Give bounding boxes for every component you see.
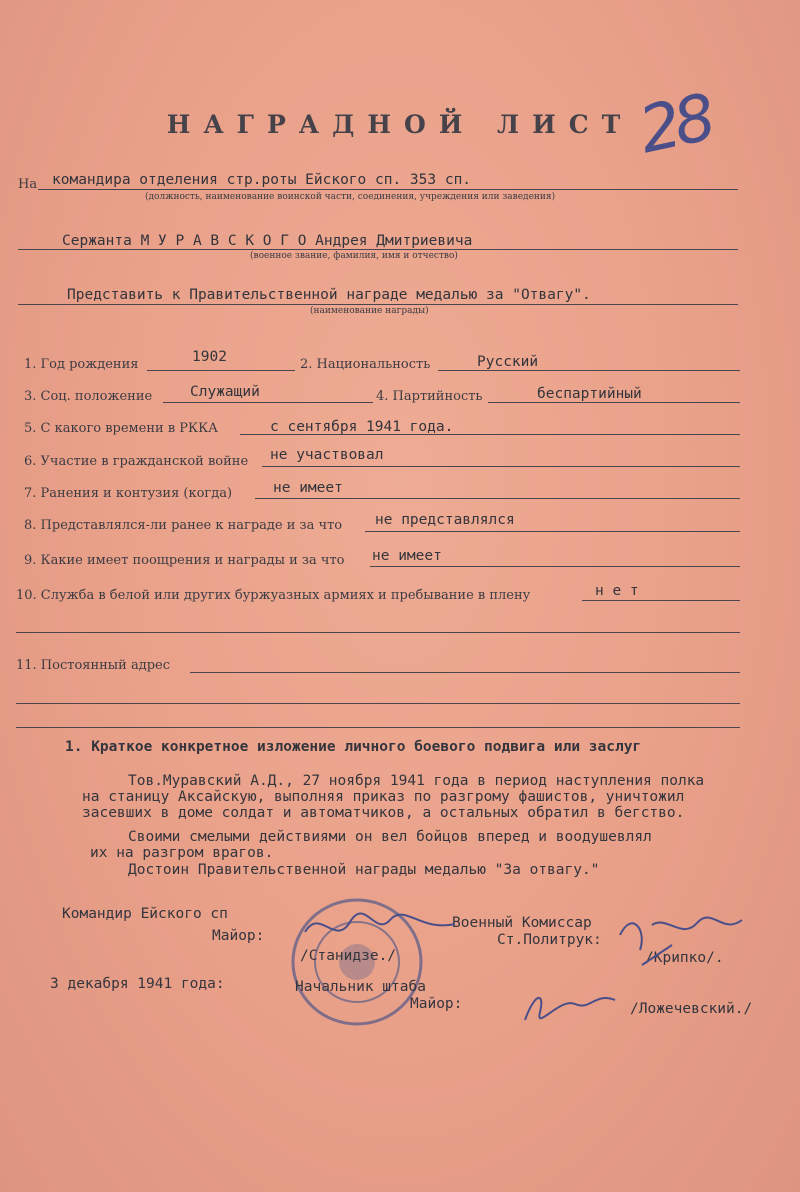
- award-line: [18, 304, 738, 305]
- field-6-value: не участвовал: [270, 447, 384, 463]
- commissar-rank: Ст.Политрук:: [497, 932, 602, 948]
- field-11-line-2: [16, 703, 740, 704]
- field-11-label: 11. Постоянный адрес: [16, 658, 170, 673]
- field-1-label: 1. Год рождения: [24, 357, 139, 372]
- award-caption: (наименование награды): [310, 306, 429, 316]
- name-value: Сержанта М У Р А В С К О Г О Андрея Дмитриевича: [62, 233, 473, 249]
- commander-signature: [300, 902, 460, 952]
- award-value: Представить к Правительственной награде медалью за "Отвагу".: [67, 287, 591, 303]
- feat-line: засевших в доме солдат и автоматчиков, а остальных обратил в бегство.: [82, 805, 685, 821]
- name-line: [18, 249, 738, 250]
- commissar-signature: [612, 905, 752, 980]
- field-7-line: [255, 498, 740, 499]
- field-4-value: беспартийный: [537, 386, 642, 402]
- handwritten-number: 28: [633, 81, 717, 169]
- feat-line: на станицу Аксайскую, выполняя приказ по разгрому фашистов, уничтожил: [82, 789, 685, 805]
- field-8-line: [365, 531, 740, 532]
- commander-title: Командир Ейского сп: [62, 906, 228, 922]
- feat-line: Тов.Муравский А.Д., 27 ноября 1941 года в период наступления полка: [128, 773, 705, 789]
- document-title: НАГРАДНОЙ ЛИСТ: [166, 110, 634, 139]
- field-5-label: 5. С какого времени в РККА: [24, 421, 218, 436]
- field-11-line-3: [16, 727, 740, 728]
- feat-heading: 1. Краткое конкретное изложение личного боевого подвига или заслуг: [65, 739, 642, 755]
- document-date: 3 декабря 1941 года:: [50, 976, 225, 992]
- field-10-line-2: [16, 632, 740, 633]
- commissar-name: /Крипко/.: [645, 950, 724, 966]
- commander-name: /Станидзе./: [300, 948, 397, 964]
- field-7-label: 7. Ранения и контузия (когда): [24, 486, 233, 501]
- field-3-line: [163, 402, 373, 403]
- field-8-value: не представлялся: [375, 512, 515, 528]
- field-3-label: 3. Соц. положение: [24, 389, 153, 404]
- chief-rank: Майор:: [410, 996, 463, 1012]
- field-1-value: 1902: [192, 349, 227, 365]
- name-caption: (военное звание, фамилия, имя и отчество): [250, 251, 458, 261]
- position-caption: (должность, наименование воинской части, соединения, учреждения или заведения): [145, 192, 556, 202]
- chief-title: Начальник штаба: [295, 979, 426, 995]
- na-prefix: На: [18, 177, 38, 192]
- commissar-title: Военный Комиссар: [452, 915, 592, 931]
- field-2-line: [438, 370, 740, 371]
- field-6-label: 6. Участие в гражданской войне: [24, 454, 249, 469]
- position-line: [38, 189, 738, 190]
- position-value: командира отделения стр.роты Ейского сп. 353 сп.: [52, 172, 472, 188]
- chief-signature: [520, 982, 620, 1027]
- feat-line: Своими смелыми действиями он вел бойцов вперед и воодушевлял: [128, 829, 652, 845]
- field-7-value: не имеет: [273, 480, 343, 496]
- chief-name: /Ложечевский./: [630, 1001, 753, 1017]
- field-9-line: [370, 566, 740, 567]
- field-3-value: Служащий: [190, 384, 260, 400]
- field-4-label: 4. Партийность: [376, 389, 483, 404]
- field-10-value: н е т: [595, 583, 639, 599]
- field-2-value: Русский: [477, 354, 539, 370]
- feat-line: Достоин Правительственной награды медалью "За отвагу.": [128, 862, 600, 878]
- field-2-label: 2. Национальность: [300, 357, 431, 372]
- field-4-line: [488, 402, 740, 403]
- feat-line: их на разгром врагов.: [90, 845, 274, 861]
- field-9-label: 9. Какие имеет поощрения и награды и за что: [24, 553, 345, 568]
- field-5-value: с сентября 1941 года.: [270, 419, 454, 435]
- field-11-line: [190, 672, 740, 673]
- field-10-line: [582, 600, 740, 601]
- field-6-line: [262, 466, 740, 467]
- field-1-line: [147, 370, 295, 371]
- field-10-label: 10. Служба в белой или других буржуазных армиях и пребывание в плену: [16, 588, 531, 603]
- field-8-label: 8. Представлялся-ли ранее к награде и за что: [24, 518, 343, 533]
- commander-rank: Майор:: [212, 928, 265, 944]
- field-9-value: не имеет: [372, 548, 442, 564]
